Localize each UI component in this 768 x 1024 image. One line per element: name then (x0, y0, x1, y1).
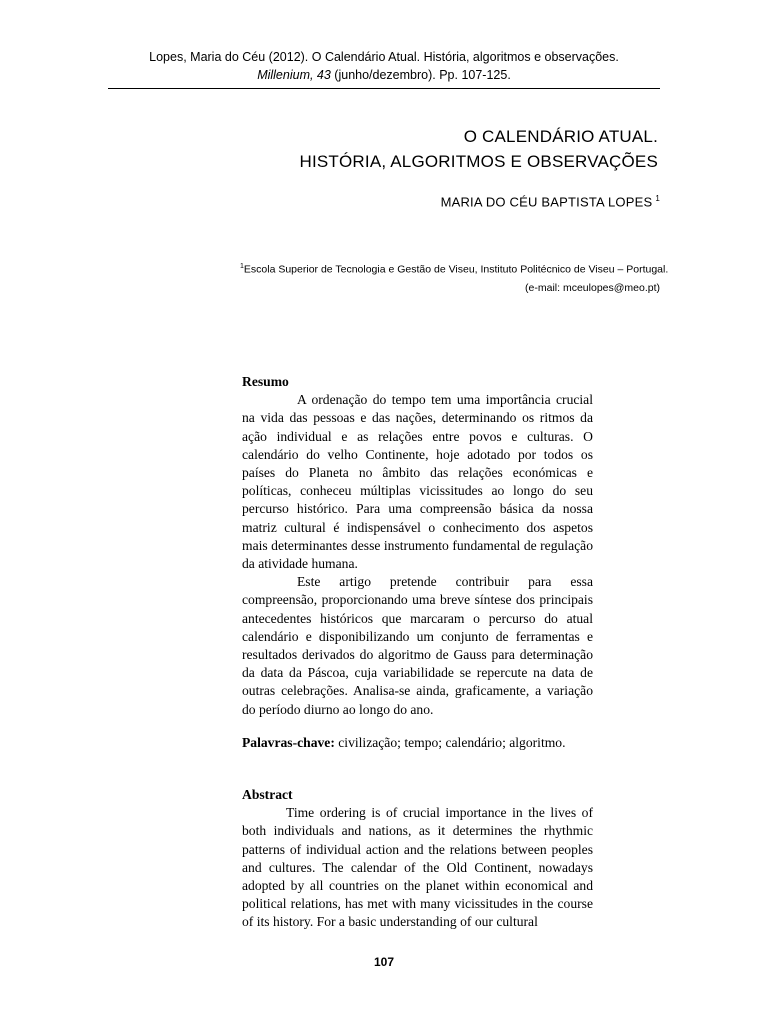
abstract-paragraph-1: Time ordering is of crucial importance in the lives of both individuals and nations, as it determines the rhythmic patterns of individual action and the relations between peoples and cultures. The calendar of the Old Continent, nowadays adopted by all countries on the planet within economical and political relations, has met with many vicissitudes in the course of its history. For a basic understanding of our cultural (242, 805, 593, 930)
citation-line-2 (108, 66, 660, 84)
affiliation-mark: 1 (240, 263, 244, 270)
author-email: (e-mail: mceulopes@meo.pt) (525, 282, 660, 294)
affiliation-text: Escola Superior de Tecnologia e Gestão de Viseu, Instituto Politécnico de Viseu – Portugal. (243, 263, 669, 276)
journal-name: Millenium, 43 (257, 68, 331, 82)
abstract-heading: Abstract (242, 787, 293, 802)
citation-line-1: Lopes, Maria do Céu (2012). O Calendário Atual. História, algoritmos e observações. (149, 50, 619, 64)
citation-details: (junho/dezembro). Pp. 107-125. (330, 68, 511, 82)
keywords-label: Palavras-chave: (242, 735, 335, 750)
author-name: MARIA DO CÉU BAPTISTA LOPES (440, 194, 653, 210)
author-footnote-mark: 1 (655, 194, 660, 203)
affiliation (240, 260, 669, 277)
title-line-1: O CALENDÁRIO ATUAL. (463, 127, 658, 146)
resumo-section (242, 373, 593, 719)
abstract-section (242, 786, 593, 932)
article-title (138, 124, 658, 174)
header-rule (108, 88, 660, 89)
resumo-paragraph-1: A ordenação do tempo tem uma importância crucial na vida das pessoas e das nações, determinando os ritmos da ação individual e as relações entre povos e culturas. O calendário do velho Continente, hoje adotado por todos os países do Planeta no âmbito das relações económicas e políticas, conheceu múltiplas vicissitudes ao longo do seu percurso histórico. Para uma compreensão básica da nossa matriz cultural é indispensável o conhecimento dos aspetos mais determinantes desse instrumento fundamental de regulação da atividade humana. (242, 392, 593, 572)
resumo-paragraph-2: Este artigo pretende contribuir para essa compreensão, proporcionando uma breve síntese dos principais antecedentes históricos que marcaram o percurso do atual calendário e disponibilizando um conjunto de ferramentas e resultados derivados do algoritmo de Gauss para determinação da data da Páscoa, cuja variabilidade se repercute na data de outras celebrações. Analisa-se ainda, graficamente, a variação do período diurno ao longo do ano. (242, 574, 593, 717)
keywords (242, 734, 593, 752)
title-line-2: HISTÓRIA, ALGORITMOS E OBSERVAÇÕES (299, 152, 658, 171)
citation-header (108, 48, 660, 84)
author (140, 194, 660, 209)
page-number: 107 (373, 955, 395, 969)
keywords-text: civilização; tempo; calendário; algoritmo. (334, 735, 566, 750)
resumo-heading: Resumo (242, 374, 289, 389)
